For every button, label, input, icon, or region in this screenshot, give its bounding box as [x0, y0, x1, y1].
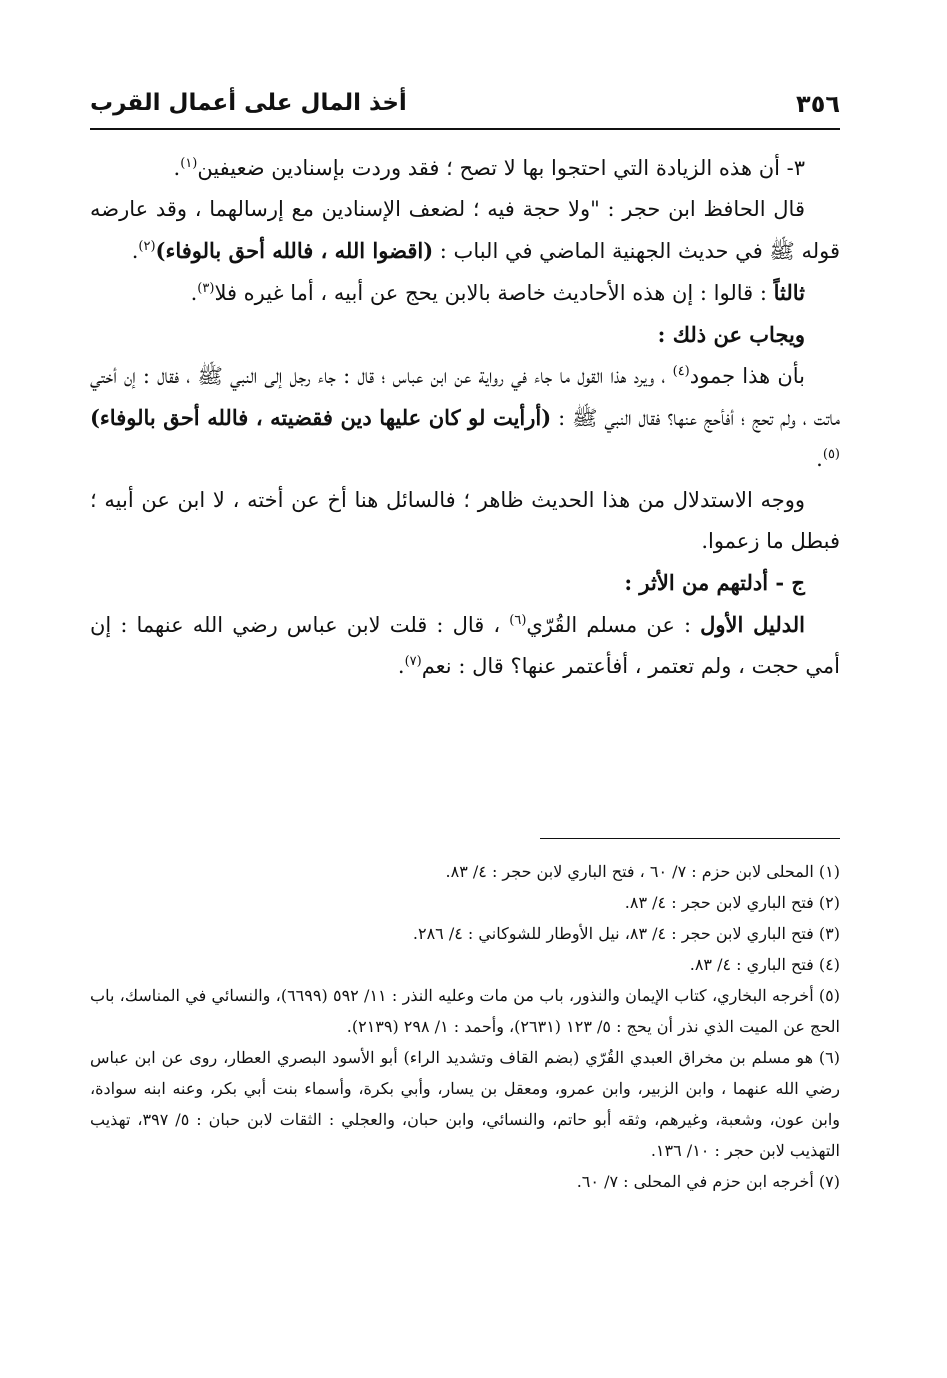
footnote: (٢) فتح الباري لابن حجر : ٤/ ٨٣.: [624, 893, 840, 912]
main-text: [90, 148, 840, 687]
evidence-heading: الدليل الأول: [700, 612, 805, 637]
paragraph: [90, 272, 840, 314]
hadith-quote: (أرأيت لو كان عليها دين فقضيته ، فالله أحق بالوفاء): [90, 405, 552, 430]
footnote-separator: [540, 838, 840, 839]
text-span: : قالوا : إن هذه الأحاديث خاصة بالابن يحج عن أبيه ، أما غيره فلا: [214, 281, 774, 305]
page-number: ٣٥٦: [796, 90, 840, 118]
text-span: بأن هذا جمود: [689, 364, 805, 388]
paragraph: [90, 562, 840, 604]
footnote-ref: (٤): [672, 364, 690, 379]
footnote: (٥) أخرجه البخاري، كتاب الإيمان والنذور، باب من مات وعليه النذر : ١١/ ٥٩٢ (٦٦٩٩)، والنسائي في المناسك، باب الحج عن الميت الذي نذر أن يحج : ٥/ ١٢٣ (٢٦٣١)، وأحمد : ١/ ٢٩٨ (٢١٣٩).: [90, 986, 841, 1036]
text-span: قال الحافظ ابن حجر : "ولا حجة فيه ؛ لضعف الإسنادين مع إرسالهما ، وقد عارضه قوله ﷺ في حديث الجهنية الماضي في الباب :: [90, 197, 840, 263]
text-span: ٣- أن هذه الزيادة التي احتجوا بها لا تصح ؛ فقد وردت بإسنادين ضعيفين: [197, 156, 805, 180]
footnotes: [90, 856, 840, 1197]
page-header: [90, 88, 840, 130]
footnote: (٣) فتح الباري لابن حجر : ٤/ ٨٣، نيل الأوطار للشوكاني : ٤/ ٢٨٦.: [412, 924, 840, 943]
footnote: (٦) هو مسلم بن مخراق العبدي القُرّي (بضم القاف وتشديد الراء) أبو الأسود البصري العطار، روى عن ابن عباس رضي الله عنهما ، وابن الزبير، وابن عمرو، ومعقل بن يسار، وأبي بكرة، وأسماء بنت أبي بكر، وعنه ابنه سوادة، وابن عون، وشعبة، وغيرهم، وثقه أبو حاتم، والنسائي، وابن حبان، والعجلي : الثقات لابن حبان : ٥/ ٣٩٧، تهذيب التهذيب لابن حجر : ١٠/ ١٣٦.: [90, 1048, 841, 1160]
running-title: أخذ المال على أعمال القرب: [90, 90, 407, 116]
footnote-ref: (١): [180, 156, 198, 171]
footnote-ref: (٣): [197, 281, 215, 296]
footnote: (٤) فتح الباري : ٤/ ٨٣.: [689, 955, 840, 974]
text-span: ، قال : قلت لابن عباس رضي الله عنهما : إن أمي حجت ، ولم تعتمر ، أفأعتمر عنها؟ قال : نعم: [90, 613, 840, 678]
subheading: ويجاب عن ذلك :: [657, 322, 805, 347]
text-span: .: [190, 281, 198, 305]
footnote-ref: (٥): [822, 447, 840, 462]
footnote: (١) المحلى لابن حزم : ٧/ ٦٠ ، فتح الباري لابن حجر : ٤/ ٨٣.: [445, 862, 840, 881]
text-span: : عن مسلم القُرّي: [526, 613, 701, 637]
footnote: (٧) أخرجه ابن حزم في المحلى : ٧/ ٦٠.: [576, 1172, 840, 1191]
text-span: .: [397, 654, 405, 678]
paragraph: [90, 604, 840, 687]
paragraph: [90, 148, 840, 189]
footnote-ref: (٦): [509, 613, 527, 628]
footnote-ref: (٢): [138, 239, 156, 254]
section-heading: ج - أدلتهم من الأثر :: [624, 570, 805, 595]
text-span: ووجه الاستدلال من هذا الحديث ظاهر ؛ فالسائل هنا أخ عن أخته ، لا ابن عن أبيه ؛ فبطل ما زعموا.: [90, 488, 840, 553]
text-span: ، ويرد هذا القول ما جاء في رواية عن ابن عباس ؛ قال : جاء رجل إلى النبي ﷺ ، فقال : إن أختي ماتت ، ولم تحج ؛ أفأحج عنها؟ فقال النبي ﷺ :: [90, 364, 841, 430]
text-span: .: [131, 239, 139, 263]
text-span: .: [816, 447, 823, 471]
point-heading: ثالثاً: [773, 280, 805, 305]
paragraph: [90, 356, 840, 480]
hadith-quote: (اقضوا الله ، فالله أحق بالوفاء): [155, 238, 434, 263]
text-span: .: [173, 156, 181, 180]
paragraph: [90, 314, 840, 356]
paragraph: [90, 189, 840, 272]
footnote-ref: (٧): [404, 654, 422, 669]
paragraph: [90, 480, 840, 562]
